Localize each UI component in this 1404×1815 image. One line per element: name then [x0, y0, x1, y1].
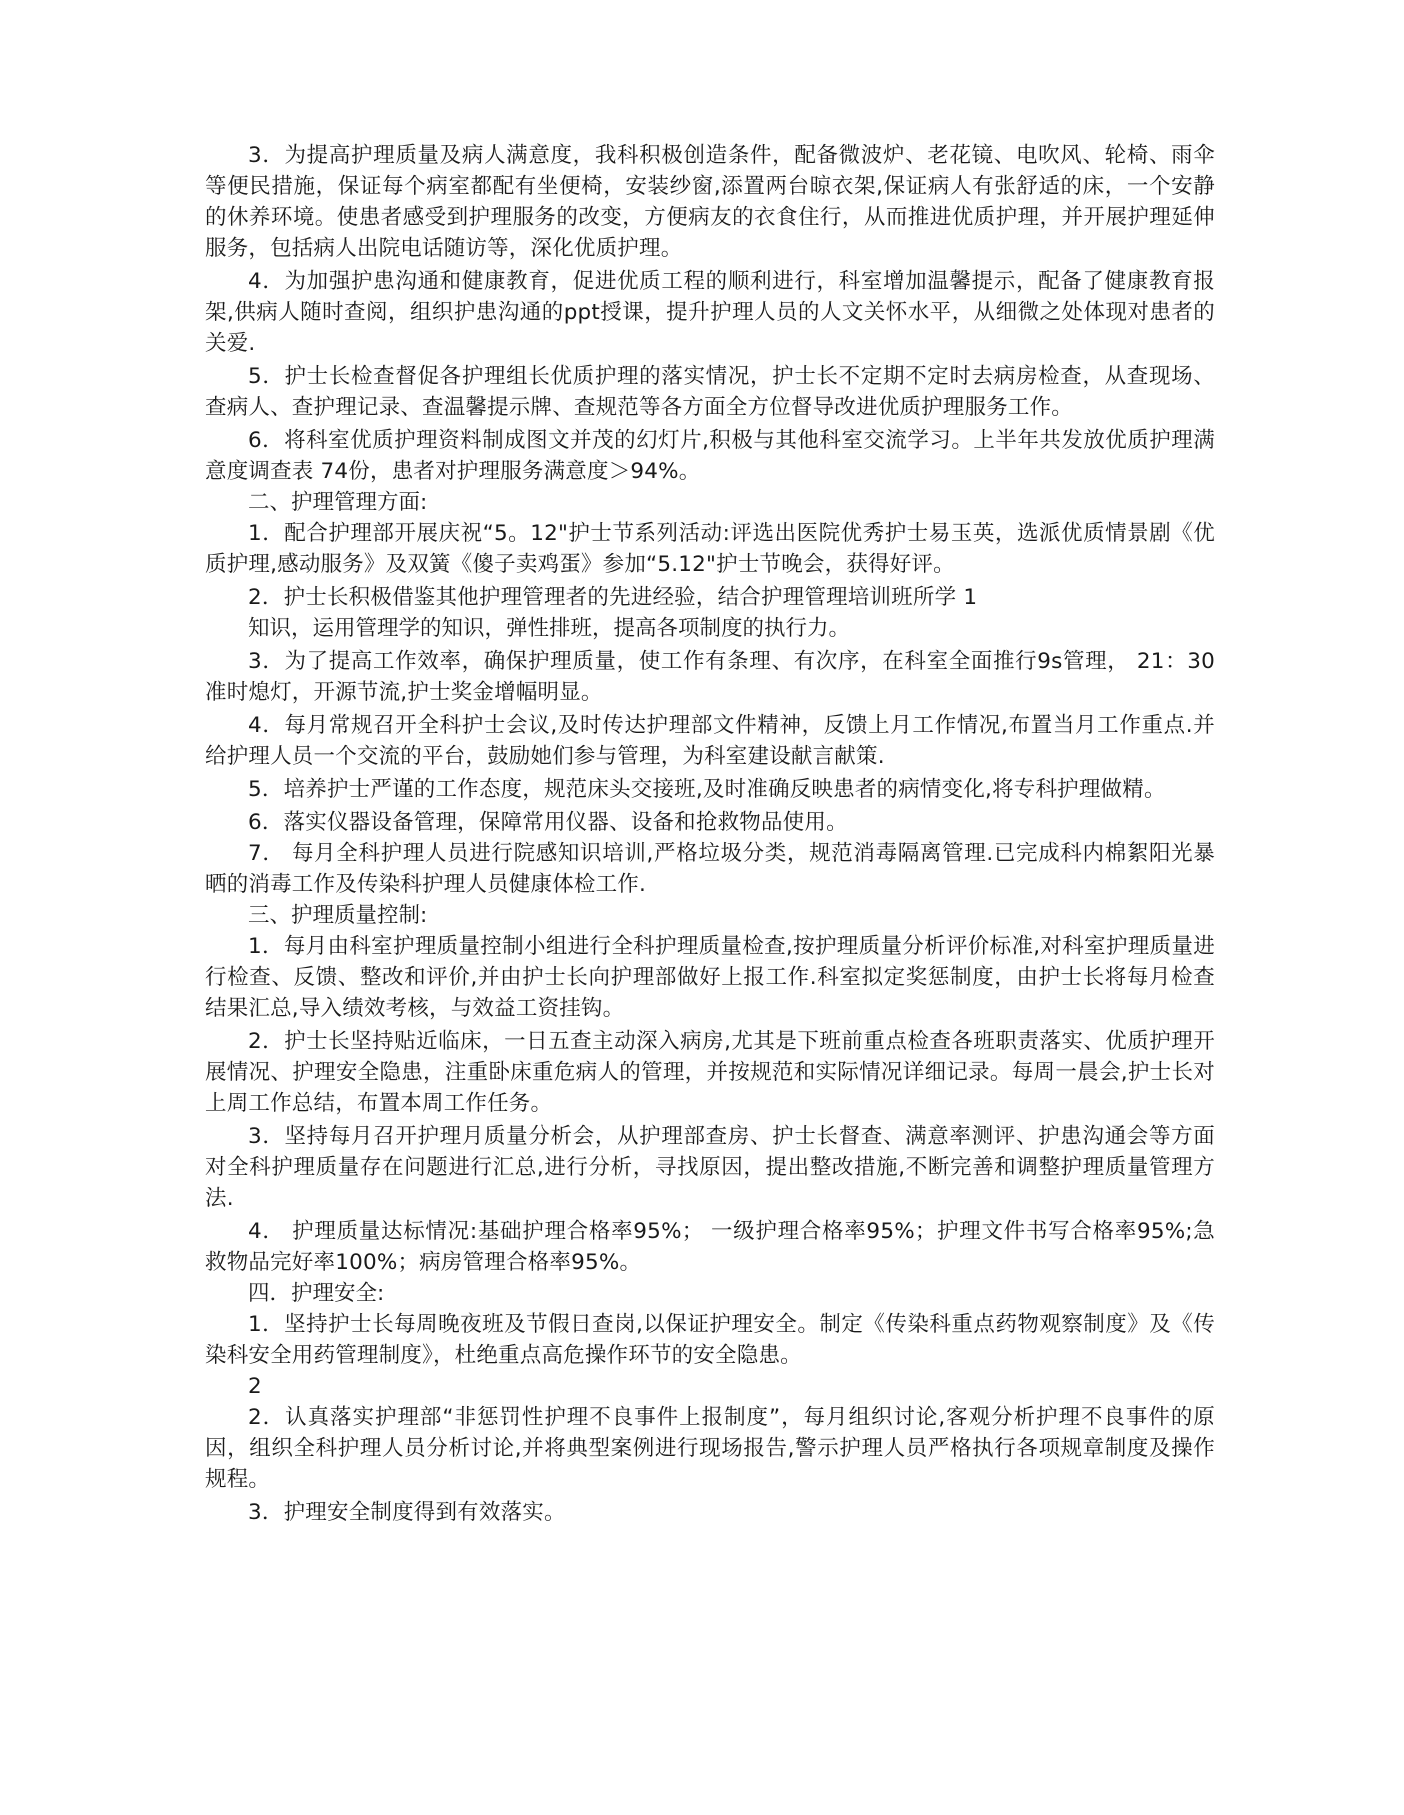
paragraph-head-nurse-inspection: 5．护士长检查督促各护理组长优质护理的落实情况，护士长不定期不定时去病房检查，从查现场、查病人、查护理记录、查温馨提示牌、查规范等各方面全方位督导改进优质护理服务工作。 [205, 364, 1215, 420]
page-number: 2 [248, 1374, 262, 1399]
paragraph-safety-implementation: 3．护理安全制度得到有效落实。 [248, 1500, 566, 1525]
paragraph-adverse-events: 2．认真落实护理部“非惩罚性护理不良事件上报制度”，每月组织讨论,客观分析护理不良事件的原因，组织全科护理人员分析讨论,并将典型案例进行现场报告,警示护理人员严格执行各项规章制度及操作规程。 [205, 1405, 1215, 1492]
paragraph-quality-rates: 4． 护理质量达标情况:基础护理合格率95%； 一级护理合格率95%；护理文件书写合格率95%;急救物品完好率100%；病房管理合格率95%。 [205, 1219, 1215, 1275]
section-heading-management: 二、护理管理方面: [248, 490, 428, 515]
paragraph-quality-analysis: 3．坚持每月召开护理月质量分析会，从护理部查房、护士长督查、满意率测评、护患沟通会等方面对全科护理质量存在问题进行汇总,进行分析，寻找原因，提出整改措施,不断完善和调整护理质量管理方法. [205, 1124, 1215, 1211]
paragraph-quality-inspection: 1．每月由科室护理质量控制小组进行全科护理质量检查,按护理质量分析评价标准,对科室护理质量进行检查、反馈、整改和评价,并由护士长向护理部做好上报工作.科室拟定奖惩制度，由护士长将每月检查结果汇总,导入绩效考核，与效益工资挂钩。 [205, 934, 1215, 1021]
paragraph-management-experience-cont: 知识，运用管理学的知识，弹性排班，提高各项制度的执行力。 [248, 616, 851, 641]
paragraph-health-education: 4．为加强护患沟通和健康教育，促进优质工程的顺利进行，科室增加温馨提示，配备了健康教育报架,供病人随时查阅，组织护患沟通的ppt授课，提升护理人员的人文关怀水平，从细微之处体现对患者的关爱. [205, 269, 1215, 356]
paragraph-daily-checks: 2．护士长坚持贴近临床，一日五查主动深入病房,尤其是下班前重点检查各班职责落实、优质护理开展情况、护理安全隐患，注重卧床重危病人的管理，并按规范和实际情况详细记录。每周一晨会,护士长对上周工作总结，布置本周工作任务。 [205, 1029, 1215, 1116]
paragraph-9s-management: 3．为了提高工作效率，确保护理质量，使工作有条理、有次序，在科室全面推行9s管理， 21：30准时熄灯，开源节流,护士奖金增幅明显。 [205, 649, 1215, 705]
paragraph-management-experience: 2．护士长积极借鉴其他护理管理者的先进经验，结合护理管理培训班所学 1 [248, 585, 978, 610]
paragraph-service-measures: 3．为提高护理质量及病人满意度，我科积极创造条件，配备微波炉、老花镜、电吹风、轮椅、雨伞等便民措施，保证每个病室都配有坐便椅，安装纱窗,添置两台晾衣架,保证病人有张舒适的床，一个安静的休养环境。使患者感受到护理服务的改变，方便病友的衣食住行，从而推进优质护理，并开展护理延伸服务，包括病人出院电话随访等，深化优质护理。 [205, 143, 1215, 261]
document-page [205, 140, 1215, 1528]
paragraph-infection-control: 7． 每月全科护理人员进行院感知识培训,严格垃圾分类，规范消毒隔离管理.已完成科内棉絮阳光暴晒的消毒工作及传染科护理人员健康体检工作. [205, 841, 1215, 897]
section-heading-quality-control: 三、护理质量控制: [248, 903, 428, 928]
paragraph-work-attitude: 5．培养护士严谨的工作态度，规范床头交接班,及时准确反映患者的病情变化,将专科护理做精。 [248, 777, 1166, 802]
paragraph-equipment: 6．落实仪器设备管理，保障常用仪器、设备和抢救物品使用。 [248, 810, 848, 835]
paragraph-monthly-meeting: 4．每月常规召开全科护士会议,及时传达护理部文件精神，反馈上月工作情况,布置当月工作重点.并给护理人员一个交流的平台，鼓励她们参与管理，为科室建设献言献策. [205, 713, 1215, 769]
paragraph-nurses-day: 1．配合护理部开展庆祝“5。12"护士节系列活动:评选出医院优秀护士易玉英，选派优质情景剧《优质护理,感动服务》及双簧《傻子卖鸡蛋》参加“5.12"护士节晚会，获得好评。 [205, 521, 1215, 577]
paragraph-night-shift-checks: 1．坚持护士长每周晚夜班及节假日查岗,以保证护理安全。制定《传染科重点药物观察制度》及《传染科安全用药管理制度》，杜绝重点高危操作环节的安全隐患。 [205, 1312, 1215, 1368]
paragraph-satisfaction-survey: 6．将科室优质护理资料制成图文并茂的幻灯片,积极与其他科室交流学习。上半年共发放优质护理满意度调查表 74份，患者对护理服务满意度＞94%。 [205, 428, 1215, 484]
section-heading-safety: 四．护理安全: [248, 1281, 385, 1306]
